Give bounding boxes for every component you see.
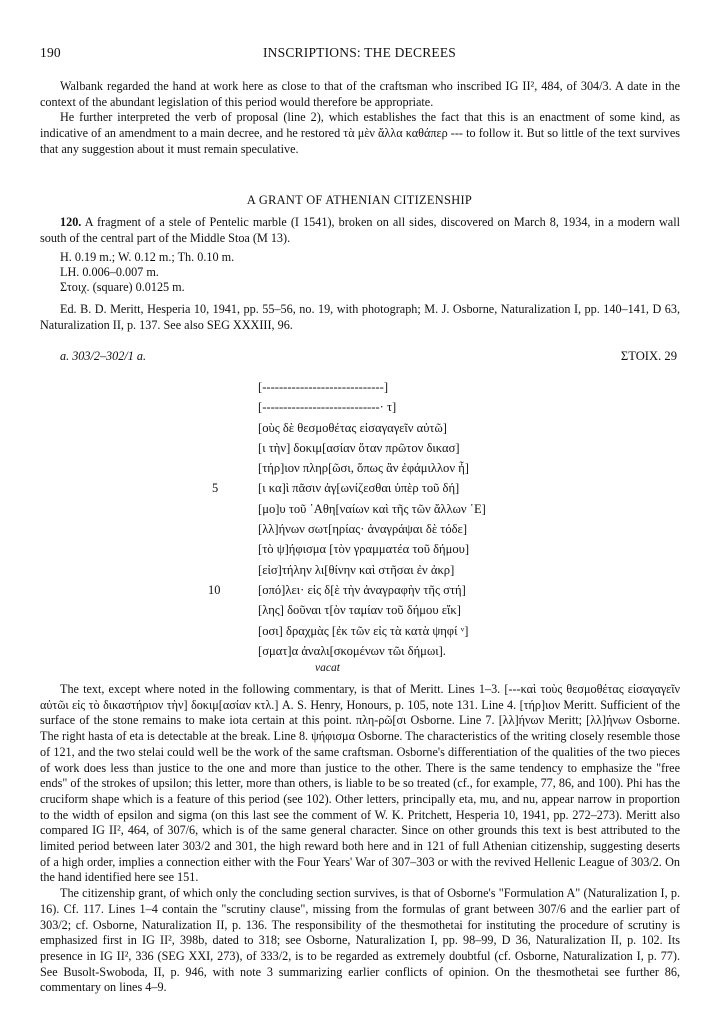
inscription-line xyxy=(200,560,520,580)
measurement-line: Στοιχ. (square) 0.0125 m. xyxy=(60,280,185,295)
stoichedon-label: ΣΤΟΙΧ. 29 xyxy=(620,349,677,363)
vacat-label: vacat xyxy=(315,662,340,674)
section-title: A GRANT OF ATHENIAN CITIZENSHIP xyxy=(246,193,473,207)
line-number: 5 xyxy=(212,481,219,496)
line-number: 10 xyxy=(208,582,221,597)
inscription-line xyxy=(200,499,520,519)
line-text: [τήρ]ιον πληρ[ῶσι, ὅπως ἂν ἐφάμιλλον ἦ] xyxy=(258,461,469,476)
edition-block xyxy=(40,302,680,333)
measurements xyxy=(60,250,560,296)
line-text: [οὺς δὲ θεσμοθέτας εἰσαγαγεῖν αὐτῶ] xyxy=(258,420,447,435)
line-text: [λης] δοῦναι τ[ὸν ταμίαν τοῦ δήμου εἴκ] xyxy=(258,603,461,618)
intro-paragraph: Walbank regarded the hand at work here as close to that of the craftsman who inscribed IG II², 484, of 304/3. A date in the context of the abundant legislation of this period would therefore be appropriate. xyxy=(40,79,680,109)
line-text: [σματ]α ἀναλι[σκομένων τῶι δήμωι]. xyxy=(258,643,446,658)
inscription-line xyxy=(200,438,520,458)
inscription-line xyxy=(200,580,520,600)
line-text: [ι κα]ὶ πᾶσιν ἀγ[ωνίζεσθαι ὑπὲρ τοῦ δή] xyxy=(258,481,460,496)
inscription-line xyxy=(200,519,520,539)
entry-description xyxy=(40,215,680,246)
edition-reference: Ed. B. D. Meritt, Hesperia 10, 1941, pp. 55–56, no. 19, with photograph; M. J. Osborne, Naturalization I, pp. 140–141, D 63, Naturalization II, p. 137. See also SEG XXXIII, 96. xyxy=(40,302,680,332)
entry-description-block xyxy=(40,215,680,246)
commentary-paragraph: The citizenship grant, of which only the concluding section survives, is that of Osborne's "Formulation A" (Naturalization I, p. 16). Cf. 117. Lines 1–4 contain the "scrutiny clause", missing from the formulas of grant between 307/6 and the earlier part of 303/2; cf. Osborne, Naturalization II, p. 136. The responsibility of the thesmothetai for instituting the procedure of scrutiny is emphasized first in IG II², 398b, dated to 318; see Osborne, Naturalization I, pp. 98–99, D 36, Naturalization II, p. 102. Its presence in IG II², 336 (SEG XXI, 273), of 333/2, is to be regarded as extremely doubtful (cf. Osborne, Naturalization I, p. 77). See Busolt-Swoboda, II, p. 946, with note 3 summarizing earlier conflicts of opinion. On the thesmothetai see further 86, commentary on lines 4–9. xyxy=(40,886,680,995)
intro-section xyxy=(40,79,680,158)
inscription-line xyxy=(200,397,520,417)
line-text: [μο]υ τοῦ ᾿Αθη[ναίων καὶ τῆς τῶν ἄλλων ῾Ε] xyxy=(258,501,486,516)
inscription-line xyxy=(200,458,520,478)
inscription-line xyxy=(200,539,520,559)
inscription-line xyxy=(200,418,520,438)
line-text: [ι τὴν] δοκιμ[ασίαν ὅταν πρῶτον δικασ] xyxy=(258,440,460,455)
commentary-section xyxy=(40,682,680,996)
inscription-line xyxy=(200,377,520,397)
entry-number: 120. xyxy=(60,215,82,229)
inscription-line xyxy=(200,600,520,620)
measurement-line: LH. 0.006–0.007 m. xyxy=(60,265,159,280)
intro-paragraph: He further interpreted the verb of proposal (line 2), which establishes the fact that this is an enactment of some kind, as indicative of an amendment to a main decree, and he restored τὰ μὲν ἄλλα καθάπερ --- to follow it. But so little of the text survives that any suggestion about it must remain speculative. xyxy=(40,110,680,156)
running-title: INSCRIPTIONS: THE DECREES xyxy=(262,45,457,60)
inscription-line xyxy=(200,641,520,661)
page-number: 190 xyxy=(40,45,61,60)
line-text: [οπό]λει· εἰς δ[ὲ τὴν ἀναγραφὴν τῆς στή] xyxy=(258,582,466,597)
line-text: [----------------------------· τ] xyxy=(258,400,397,415)
measurement-line: H. 0.19 m.; W. 0.12 m.; Th. 0.10 m. xyxy=(60,250,235,264)
entry-description-text: A fragment of a stele of Pentelic marble (I 1541), broken on all sides, discovered on March 8, 1934, in a modern wall south of the central part of the Middle Stoa (M 13). xyxy=(40,215,680,245)
line-text: [τὸ ψ]ήφισμα [τὸν γραμματέα τοῦ δήμου] xyxy=(258,542,470,557)
line-text: [λλ]ήνων σωτ[ηρίας· ἀναγράψαι δὲ τόδε] xyxy=(258,522,468,537)
date-label: a. 303/2–302/1 a. xyxy=(60,349,146,363)
line-text: [οσι] δραχμὰς [ἐκ τῶν εἰς τὰ κατὰ ψηφί ᵛ] xyxy=(258,623,469,638)
line-text: [-----------------------------] xyxy=(258,380,389,394)
commentary-paragraph: The text, except where noted in the following commentary, is that of Meritt. Lines 1–3. [---καὶ τοὺς θεσμοθέτας εἰσαγαγεῖν αὐτῶι εἰς τὸ δικαστήριον τὴν] δοκιμ[ασίαν κτλ.] A. S. Henry, Honours, p. 105, note 131. Line 4. [τήρ]ιον Meritt. Sufficient of the surface of the stone remains to make iota certain at this point. πλη-ρῶ[σι Osborne. Line 7. [λλ]ήνων Meritt; [λλ]ήνων Osborne. The right hasta of eta is detectable at the break. Line 8. ψήφισμα Osborne. The characteristics of the writing closely resemble those of 121, and the two stelai could well be the work of the same craftsman. Osborne's differentiation of the qualities of the two pieces of work does less than justice to the one and more than justice to the other. There is the same tendency to emphasize the "free ends" of the strokes of upsilon; this letter, more than others, is liable to be so treated (cf., for example, 77, 86, and 100). Phi has the cruciform shape which is a feature of this period (see 102). Other letters, principally eta, mu, and nu, appear narrow in proportion to the width of epsilon and sigma (on this last see the comment of W. K. Pritchett, Hesperia 10, 1941, pp. 272–273). Meritt also compared IG II², 464, of 307/6, which is of the same general character. Since on other grounds this text is best attributed to the limited period between later 303/2 and 301, the high reward both here and in 121 of full Athenian citizenship, suggesting deserts of a high order, implies a connection either with the Four Years' War of 307–303 or with the revived Hellenic League of 303/2. On the hand identified here see 151. xyxy=(40,682,680,885)
inscription-text xyxy=(200,377,520,661)
line-text: [εἰσ]τήλην λι[θίνην καὶ στῆσαι ἐν ἀκρ] xyxy=(258,562,455,577)
inscription-line xyxy=(200,478,520,498)
inscription-line xyxy=(200,621,520,641)
